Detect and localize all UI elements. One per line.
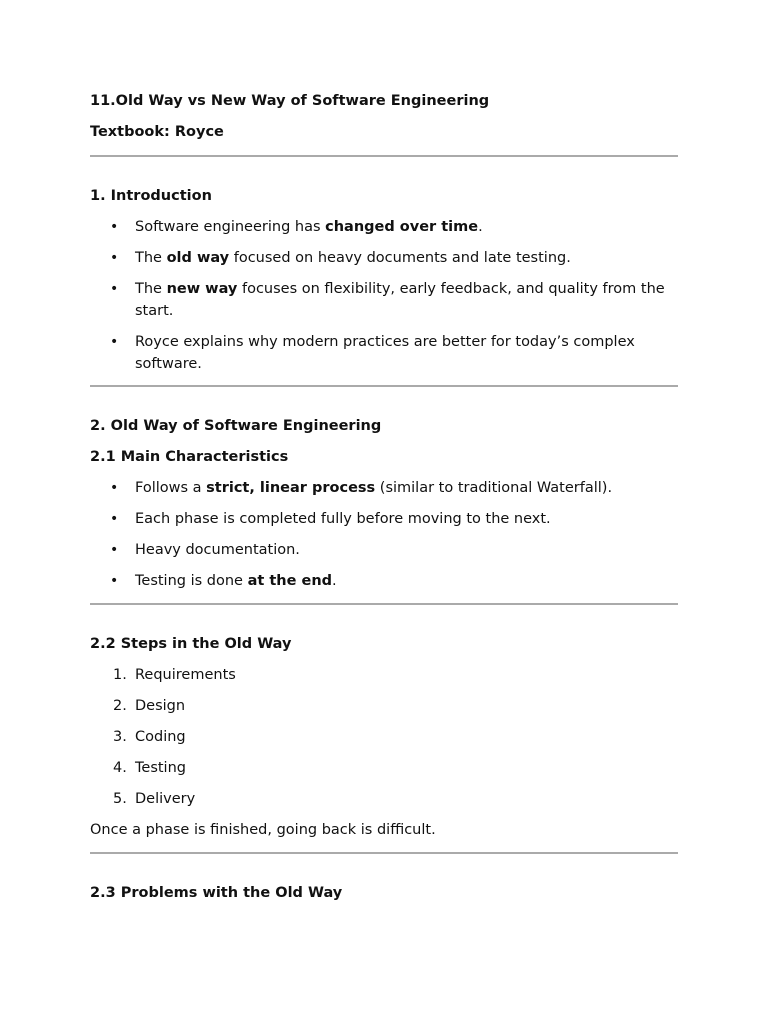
emphasis-text: old way bbox=[166, 250, 230, 266]
list-item bbox=[90, 508, 678, 530]
bullet-icon: • bbox=[110, 511, 119, 527]
list-item bbox=[90, 570, 678, 592]
section-heading-old-way: 2. Old Way of Software Engineering bbox=[90, 418, 382, 434]
body-text: . bbox=[332, 573, 337, 589]
steps-numbered-list bbox=[90, 664, 678, 810]
list-item bbox=[90, 247, 678, 269]
section-divider bbox=[90, 603, 678, 605]
list-number: 1. bbox=[113, 667, 127, 683]
list-item bbox=[90, 539, 678, 561]
subsection-heading-characteristics: 2.1 Main Characteristics bbox=[90, 449, 289, 465]
emphasis-text: strict, linear process bbox=[206, 480, 376, 496]
body-text: focuses on flexibility, early feedback, and quality from the start. bbox=[135, 281, 665, 319]
bullet-icon: • bbox=[110, 573, 119, 589]
list-number: 3. bbox=[113, 729, 127, 745]
body-text: Follows a bbox=[135, 480, 207, 496]
document-subtitle: Textbook: Royce bbox=[90, 124, 224, 140]
bullet-icon: • bbox=[110, 542, 119, 558]
list-number: 2. bbox=[113, 698, 127, 714]
step-label: Testing bbox=[135, 760, 186, 776]
list-number: 5. bbox=[113, 791, 127, 807]
body-text: Testing is done bbox=[135, 573, 248, 589]
subsection-heading-steps: 2.2 Steps in the Old Way bbox=[90, 636, 292, 652]
subsection-heading-problems: 2.3 Problems with the Old Way bbox=[90, 885, 343, 901]
body-text: (similar to traditional Waterfall). bbox=[375, 480, 613, 496]
steps-note: Once a phase is finished, going back is difficult. bbox=[90, 822, 436, 838]
list-item bbox=[90, 788, 678, 810]
body-text: Heavy documentation. bbox=[135, 542, 300, 558]
body-text: The bbox=[135, 281, 167, 297]
characteristics-bullet-list bbox=[90, 477, 678, 592]
emphasis-text: at the end bbox=[247, 573, 333, 589]
list-item bbox=[90, 331, 678, 375]
body-text: Software engineering has bbox=[135, 219, 326, 235]
step-label: Design bbox=[135, 698, 186, 714]
section-divider bbox=[90, 155, 678, 157]
list-item bbox=[90, 278, 678, 322]
bullet-icon: • bbox=[110, 281, 119, 297]
section-divider bbox=[90, 852, 678, 854]
body-text: The bbox=[135, 250, 167, 266]
body-text: . bbox=[478, 219, 483, 235]
emphasis-text: changed over time bbox=[325, 219, 479, 235]
emphasis-text: new way bbox=[166, 281, 238, 297]
list-item bbox=[90, 664, 678, 686]
section-divider bbox=[90, 385, 678, 387]
step-label: Coding bbox=[135, 729, 186, 745]
bullet-icon: • bbox=[110, 219, 119, 235]
section-heading-introduction: 1. Introduction bbox=[90, 188, 212, 204]
introduction-bullet-list bbox=[90, 216, 678, 375]
step-label: Requirements bbox=[135, 667, 236, 683]
body-text: Royce explains why modern practices are better for today’s complex software. bbox=[135, 334, 635, 372]
body-text: Each phase is completed fully before moving to the next. bbox=[135, 511, 551, 527]
list-item bbox=[90, 477, 678, 499]
list-item bbox=[90, 216, 678, 238]
list-item bbox=[90, 695, 678, 717]
document-content bbox=[90, 90, 678, 904]
document-title: 11.Old Way vs New Way of Software Engineering bbox=[90, 93, 490, 109]
bullet-icon: • bbox=[110, 480, 119, 496]
bullet-icon: • bbox=[110, 250, 119, 266]
bullet-icon: • bbox=[110, 334, 119, 350]
list-number: 4. bbox=[113, 760, 127, 776]
list-item bbox=[90, 726, 678, 748]
list-item bbox=[90, 757, 678, 779]
step-label: Delivery bbox=[135, 791, 196, 807]
body-text: focused on heavy documents and late testing. bbox=[229, 250, 571, 266]
